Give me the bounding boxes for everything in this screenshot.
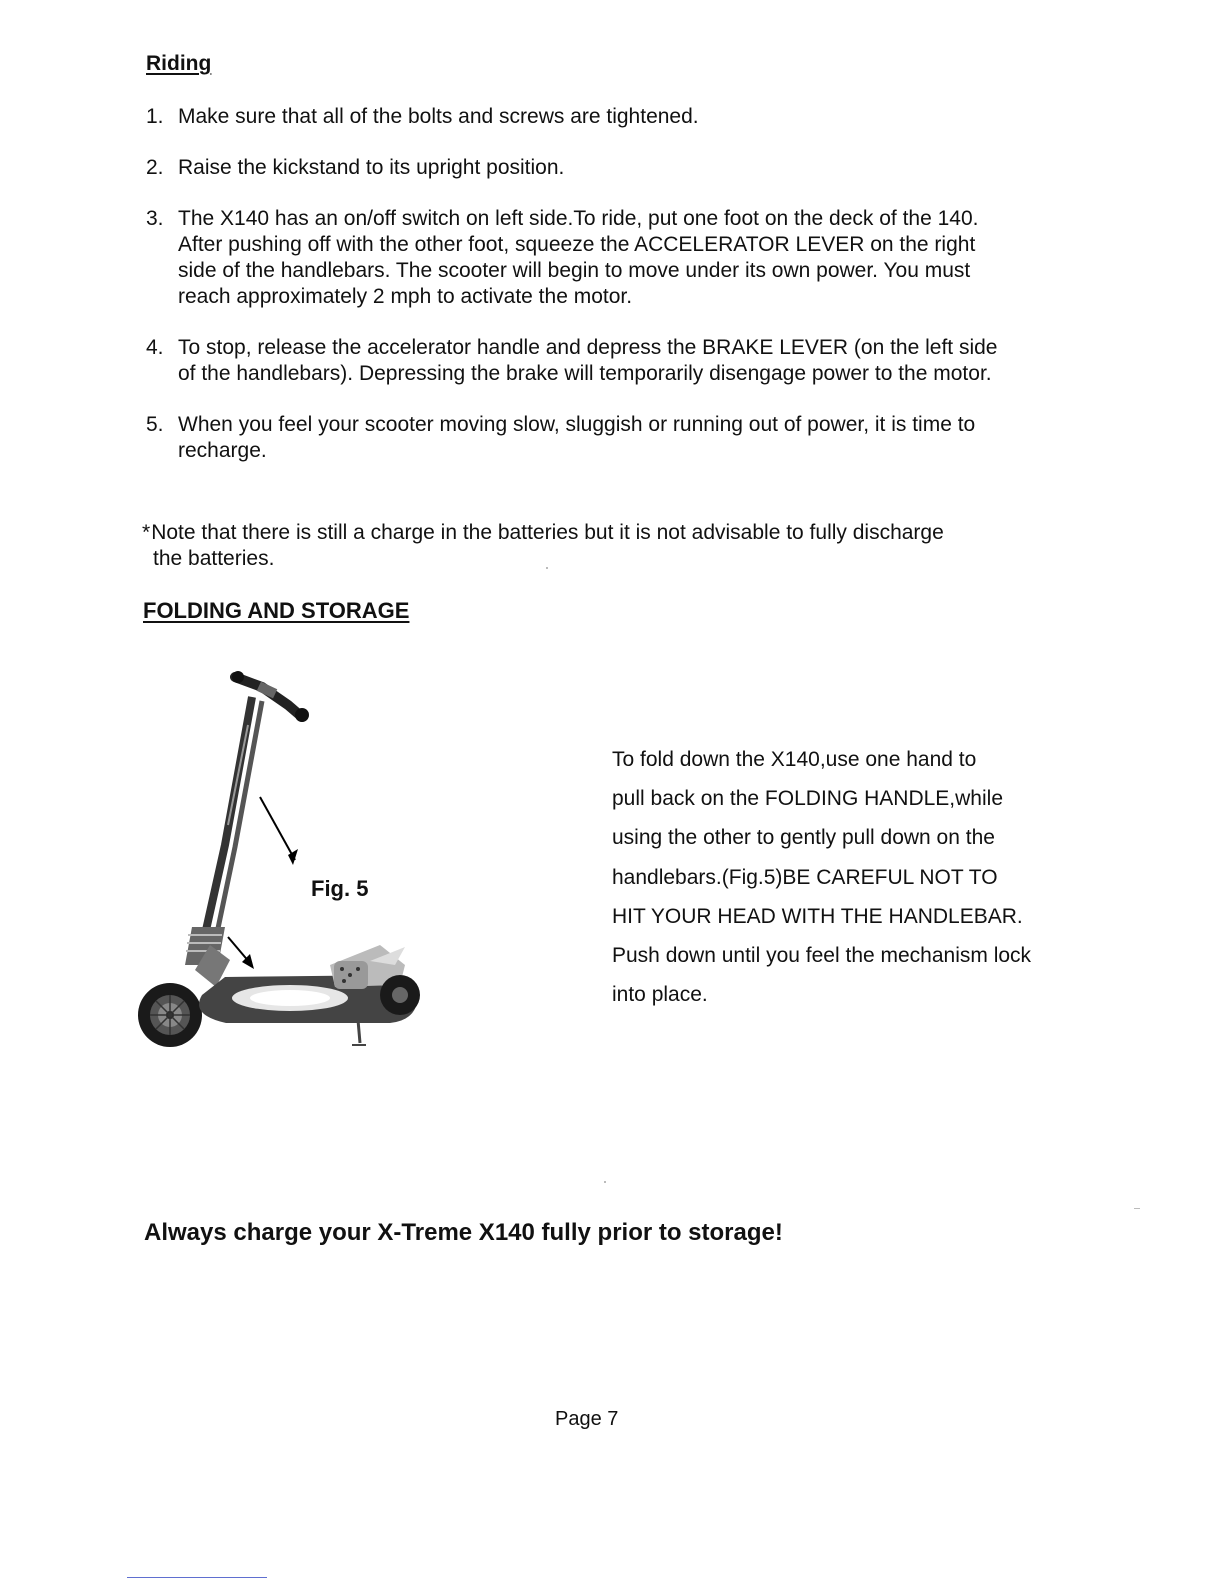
scan-speck — [546, 567, 548, 569]
battery-note — [142, 520, 1022, 572]
folding-instructions — [612, 740, 1072, 1014]
folding-line: using the other to gently pull down on the — [612, 826, 995, 850]
figure-label: Fig. 5 — [311, 876, 369, 901]
bottom-rule — [127, 1577, 267, 1578]
folding-line: To fold down the X140,use one hand to — [612, 748, 977, 771]
list-item-number: 3. — [146, 207, 164, 230]
scan-speck — [604, 1181, 606, 1183]
folding-line: Push down until you feel the mechanism lock — [612, 944, 1032, 968]
list-item — [146, 155, 798, 181]
list-item-number: 5. — [146, 413, 164, 436]
list-item-text: Raise the kickstand to its upright position. — [178, 156, 565, 179]
riding-steps-list — [146, 104, 1046, 489]
folding-line: HIT YOUR HEAD WITH THE HANDLEBAR. — [612, 904, 1023, 928]
list-item-text: Make sure that all of the bolts and screws are tightened. — [178, 105, 699, 128]
scooter-folding-figure — [130, 665, 430, 1060]
list-item — [146, 104, 798, 130]
list-item — [146, 206, 1003, 310]
folding-heading: FOLDING AND STORAGE — [143, 598, 410, 623]
list-item-number: 1. — [146, 105, 164, 128]
list-item-text: To stop, release the accelerator handle and depress the BRAKE LEVER (on the left side of the handlebars). Depressing the brake will temporarily disengage power to the motor. — [178, 336, 998, 385]
list-item-number: 4. — [146, 336, 164, 359]
folding-line: handlebars.(Fig.5)BE CAREFUL NOT TO — [612, 865, 998, 889]
note-asterisk: * — [142, 521, 151, 544]
riding-heading: Riding — [146, 52, 212, 75]
scan-speck — [1134, 1208, 1140, 1209]
list-item — [146, 335, 1008, 387]
note-line-2: the batteries. — [153, 547, 275, 570]
page-number: Page 7 — [555, 1408, 619, 1430]
note-line-1: Note that there is still a charge in the batteries but it is not advisable to fully discharge — [151, 521, 944, 544]
list-item-text: When you feel your scooter moving slow, sluggish or running out of power, it is time to recharge. — [178, 413, 976, 462]
list-item — [146, 412, 978, 464]
folding-line: pull back on the FOLDING HANDLE,while — [612, 787, 1003, 811]
storage-warning: Always charge your X-Treme X140 fully prior to storage! — [144, 1219, 783, 1246]
scooter-illustration — [138, 671, 420, 1047]
list-item-number: 2. — [146, 156, 164, 179]
list-item-text: The X140 has an on/off switch on left side.To ride, put one foot on the deck of the 140. After pushing off with the other foot, squeeze the ACCELERATOR LEVER on the right side of the handlebars. The scooter will begin to move under its own power. You must reach approximately 2 mph to activate the motor. — [178, 207, 979, 308]
folding-line: into place. — [612, 983, 708, 1007]
